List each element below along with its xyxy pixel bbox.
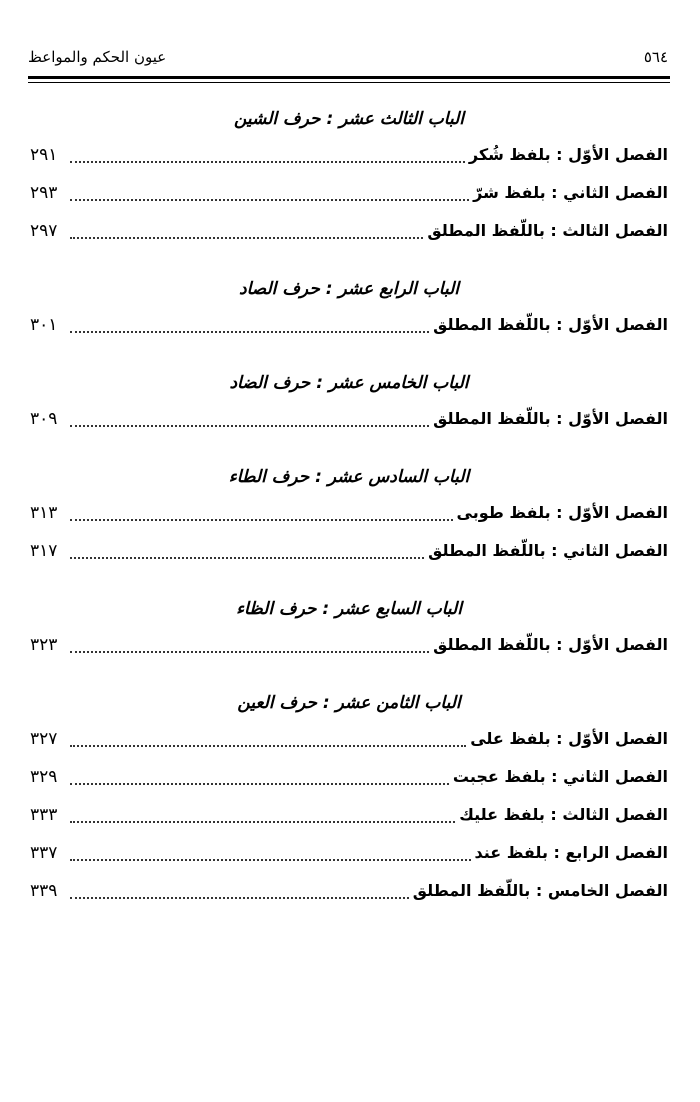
- toc-entry-label: الفصل الأوّل : باللّفظ المطلق: [433, 635, 668, 654]
- toc-entry[interactable]: [30, 136, 668, 174]
- book-title: عيون الحكم والمواعظ: [28, 48, 167, 66]
- toc-entry-page: ٣٠١: [30, 315, 58, 335]
- page-number: ٥٦٤: [643, 48, 668, 66]
- dot-leader: [70, 518, 453, 521]
- table-of-contents: [30, 96, 668, 932]
- toc-entry-label: الفصل الأوّل : باللّفظ المطلق: [433, 409, 668, 428]
- chapter-title: الباب الثالث عشر : حرف الشين: [233, 109, 465, 129]
- toc-entry[interactable]: [30, 494, 668, 532]
- toc-entry[interactable]: [30, 626, 668, 664]
- toc-entry-page: ٢٩٧: [30, 221, 58, 241]
- toc-entry-label: الفصل الأوّل : باللّفظ المطلق: [433, 315, 668, 334]
- chapter-title: الباب السادس عشر : حرف الطاء: [228, 467, 470, 487]
- chapter-title: الباب الرابع عشر : حرف الصاد: [239, 279, 459, 299]
- toc-entry-label: الفصل الثالث : باللّفظ المطلق: [427, 221, 668, 240]
- toc-entry[interactable]: [30, 532, 668, 570]
- toc-entry-page: ٣٠٩: [30, 409, 58, 429]
- toc-entry-page: ٢٩٣: [30, 183, 58, 203]
- toc-entry-label: الفصل الأوّل : بلفظ على: [470, 729, 668, 748]
- chapter-section: [30, 102, 668, 250]
- toc-entry[interactable]: [30, 212, 668, 250]
- toc-entry-page: ٣٢٧: [30, 729, 58, 749]
- dot-leader: [70, 330, 429, 333]
- running-header: [28, 44, 668, 72]
- dot-leader: [70, 820, 455, 823]
- dot-leader: [70, 744, 466, 747]
- dot-leader: [70, 160, 465, 163]
- toc-entry-label: الفصل الأوّل : بلفظ طوبى: [456, 503, 668, 522]
- toc-entry[interactable]: [30, 834, 668, 872]
- toc-entry-label: الفصل الثاني : بلفظ عجبت: [452, 767, 668, 786]
- dot-leader: [70, 858, 471, 861]
- toc-entry[interactable]: [30, 400, 668, 438]
- toc-entry-label: الفصل الثاني : باللّفظ المطلق: [428, 541, 668, 560]
- toc-entry[interactable]: [30, 306, 668, 344]
- header-rule-thin: [28, 82, 670, 83]
- chapter-section: [30, 366, 668, 438]
- toc-entry-page: ٣١٧: [30, 541, 58, 561]
- chapter-section: [30, 460, 668, 570]
- dot-leader: [70, 782, 449, 785]
- toc-entry[interactable]: [30, 174, 668, 212]
- chapter-title: الباب السابع عشر : حرف الظاء: [236, 599, 462, 619]
- toc-entry-label: الفصل الثالث : بلفظ عليك: [459, 805, 668, 824]
- chapter-section: [30, 686, 668, 910]
- toc-entry[interactable]: [30, 720, 668, 758]
- toc-entry-page: ٣٢٣: [30, 635, 58, 655]
- toc-entry-page: ٢٩١: [30, 145, 58, 165]
- toc-entry-label: الفصل الخامس : باللّفظ المطلق: [412, 881, 668, 900]
- chapter-title: الباب الخامس عشر : حرف الضاد: [229, 373, 469, 393]
- toc-entry[interactable]: [30, 796, 668, 834]
- header-rule-thick: [28, 76, 670, 79]
- dot-leader: [70, 198, 469, 201]
- dot-leader: [70, 424, 429, 427]
- chapter-section: [30, 592, 668, 664]
- toc-entry[interactable]: [30, 758, 668, 796]
- toc-entry-page: ٣١٣: [30, 503, 58, 523]
- dot-leader: [70, 650, 429, 653]
- toc-entry-page: ٣٣٩: [30, 881, 58, 901]
- toc-entry-page: ٣٣٣: [30, 805, 58, 825]
- toc-entry-page: ٣٣٧: [30, 843, 58, 863]
- toc-entry-label: الفصل الرابع : بلفظ عند: [474, 843, 668, 862]
- dot-leader: [70, 896, 409, 899]
- chapter-section: [30, 272, 668, 344]
- toc-entry-page: ٣٢٩: [30, 767, 58, 787]
- toc-entry-label: الفصل الثاني : بلفظ شرّ: [473, 183, 668, 202]
- toc-entry[interactable]: [30, 872, 668, 910]
- toc-entry-label: الفصل الأوّل : بلفظ شُكر: [468, 145, 668, 164]
- dot-leader: [70, 236, 423, 239]
- dot-leader: [70, 556, 424, 559]
- chapter-title: الباب الثامن عشر : حرف العين: [237, 693, 461, 713]
